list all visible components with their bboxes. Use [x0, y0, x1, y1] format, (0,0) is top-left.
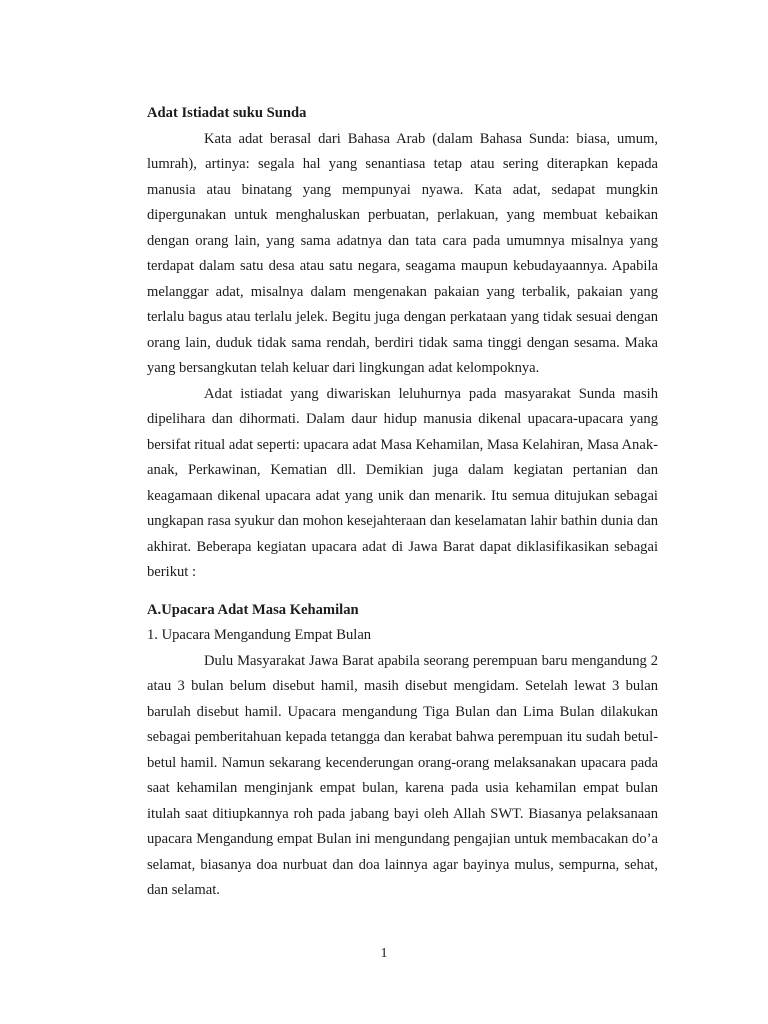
document-title: Adat Istiadat suku Sunda: [147, 105, 307, 121]
section-paragraph: Dulu Masyarakat Jawa Barat apabila seorang perempuan baru mengandung 2 atau 3 bulan belum disebut hamil, masih disebut mengidam. Setelah lewat 3 bulan barulah disebut hamil. Upacara mengandung Tiga Bulan dan Lima Bulan dilakukan sebagai pemberitahuan kepada tetangga dan kerabat bahwa perempuan itu sudah betul-betul hamil. Namun sekarang kecenderungan orang-orang melaksanakan upacara pada saat kehamilan menginjank empat bulan, karena pada usia kehamilan empat bulan itulah saat ditiupkannya roh pada jabang bayi oleh Allah SWT. Biasanya pelaksanaan upacara Mengandung empat Bulan ini mengundang pengajian untuk membacakan do’a selamat, biasanya doa nurbuat dan doa lainnya agar bayinya mulus, sempurna, sehat, dan selamat.: [147, 652, 658, 898]
document-body: [147, 101, 658, 904]
section-heading: A.Upacara Adat Masa Kehamilan: [147, 601, 359, 618]
intro-paragraph-1: Kata adat berasal dari Bahasa Arab (dalam Bahasa Sunda: biasa, umum, lumrah), artinya: segala hal yang senantiasa tetap atau sering diterapkan kepada manusia atau binatang yang mempunyai nyawa. Kata adat, sedapat mungkin dipergunakan untuk menghaluskan perbuatan, perlakuan, yang membuat kebaikan dengan orang lain, yang sama adatnya dan tata cara pada umumnya misalnya yang terdapat dalam satu desa atau satu negara, seagama maupun kebudayaannya. Apabila melanggar adat, misalnya dalam mengenakan pakaian yang terbalik, pakaian yang terlalu bagus atau terlalu jelek. Begitu juga dengan perkataan yang tidak sesuai dengan orang lain, duduk tidak sama rendah, berdiri tidak sama tinggi dengan sesama. Maka yang bersangkutan telah keluar dari lingkungan adat kelompoknya.: [147, 130, 658, 376]
intro-paragraph-2: Adat istiadat yang diwariskan leluhurnya pada masyarakat Sunda masih dipelihara dan dihormati. Dalam daur hidup manusia dikenal upacara-upacara yang bersifat ritual adat seperti: upacara adat Masa Kehamilan, Masa Kelahiran, Masa Anak-anak, Perkawinan, Kematian dll. Demikian juga dalam kegiatan pertanian dan keagamaan dikenal upacara adat yang unik dan menarik. Itu semua ditujukan sebagai ungkapan rasa syukur dan mohon kesejahteraan dan keselamatan lahir bathin dunia dan akhirat. Beberapa kegiatan upacara adat di Jawa Barat dapat diklasifikasikan sebagai berikut :: [147, 385, 659, 580]
page-number: 1: [380, 946, 388, 961]
subsection-heading: 1. Upacara Mengandung Empat Bulan: [147, 627, 372, 643]
